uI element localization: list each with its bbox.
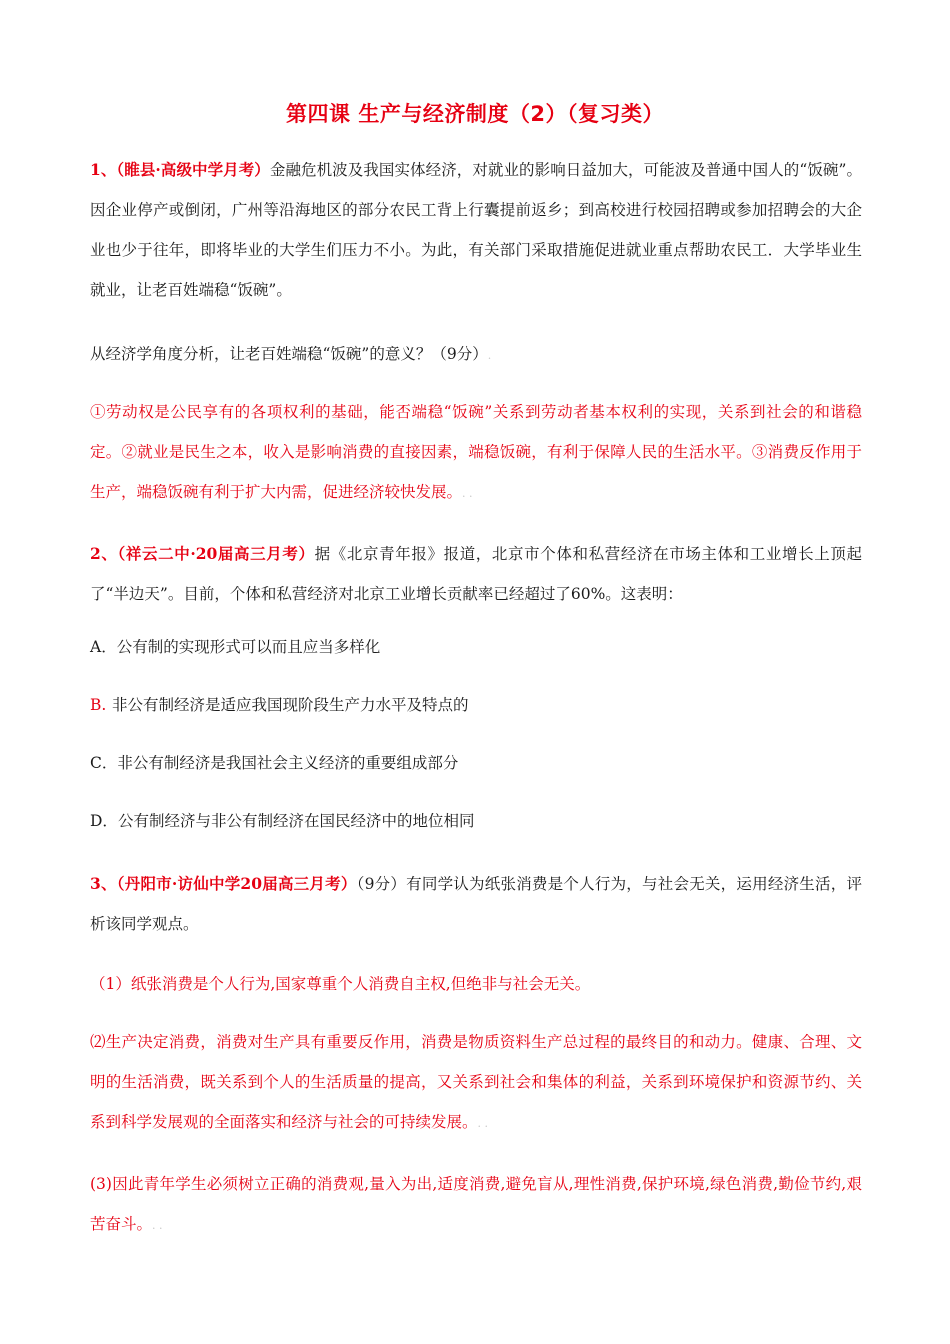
option-a-letter: A． [90, 638, 117, 656]
question-1-prompt [90, 334, 862, 376]
page-title: 第四课 生产与经济制度（2）（复习类） [286, 102, 664, 126]
question-3-answer-3-text: (3)因此青年学生必须树立正确的消费观,量入为出,适度消费,避免盲从,理性消费,保护环境,绿色消费,勤俭节约,艰苦奋斗。 [90, 1175, 862, 1233]
question-1-source: 1、（睢县·高级中学月考） [90, 160, 270, 179]
question-3-answer-1-text: （1）纸张消费是个人行为,国家尊重个人消费自主权,但绝非与社会无关。 [90, 975, 591, 993]
question-3-answer-2-text: ⑵生产决定消费，消费对生产具有重要反作用，消费是物质资料生产总过程的最终目的和动力。健康、合理、文明的生活消费，既关系到个人的生活质量的提高，又关系到社会和集体的利益，关系到环境保护和资源节约、关系到科学发展观的全面落实和经济与社会的可持续发展。 [90, 1033, 862, 1131]
option-d-text: 公有制经济与非公有制经济在国民经济中的地位相同 [117, 812, 475, 830]
option-d-letter: D． [90, 812, 118, 830]
question-3-answer-3 [90, 1164, 862, 1246]
question-3-source: 3、（丹阳市·访仙中学20届高三月考） [90, 874, 357, 893]
option-b-letter: B. [90, 696, 107, 714]
paragraph-mark: . . [462, 487, 473, 500]
question-1 [90, 150, 862, 310]
question-1-question: 从经济学角度分析，让老百姓端稳“饭碗”的意义？（9分） [90, 345, 488, 363]
question-3-answer-2 [90, 1022, 862, 1144]
paragraph-mark: . . [152, 1219, 163, 1232]
question-2-stem: 据《北京青年报》报道，北京市个体和私营经济在市场主体和工业增长上顶起了“半边天”。目前，个体和私营经济对北京工业增长贡献率已经超过了60%。这表明： [90, 545, 862, 603]
paragraph-mark: . . [477, 1117, 489, 1130]
option-d [90, 801, 862, 841]
option-c-text: 非公有制经济是我国社会主义经济的重要组成部分 [117, 754, 459, 772]
option-b-text: 非公有制经济是适应我国现阶段生产力水平及特点的 [112, 696, 469, 714]
paragraph-mark: . [487, 349, 492, 362]
question-2 [90, 534, 862, 614]
question-2-source: 2、（祥云二中·20届高三月考） [90, 544, 315, 563]
option-c-letter: C． [90, 754, 118, 772]
question-1-answer-text: ①劳动权是公民享有的各项权利的基础，能否端稳“饭碗”关系到劳动者基本权利的实现，关系到社会的和谐稳定。②就业是民生之本，收入是影响消费的直接因素，端稳饭碗，有利于保障人民的生活水平。③消费反作用于生产，端稳饭碗有利于扩大内需，促进经济较快发展。 [90, 403, 862, 501]
option-b [90, 685, 862, 725]
question-3-answer-1 [90, 964, 862, 1004]
option-c [90, 743, 862, 783]
question-1-stem: 金融危机波及我国实体经济，对就业的影响日益加大，可能波及普通中国人的“饭碗”。因企业停产或倒闭，广州等沿海地区的部分农民工背上行囊提前返乡；到高校进行校园招聘或参加招聘会的大企业也少于往年，即将毕业的大学生们压力不小。为此，有关部门采取措施促进就业重点帮助农民工．大学毕业生就业，让老百姓端稳“饭碗”。 [90, 161, 863, 299]
option-a [90, 627, 862, 667]
question-1-answer [90, 392, 862, 514]
option-a-text: 公有制的实现形式可以而且应当多样化 [116, 638, 381, 656]
question-3-stem: （9分）有同学认为纸张消费是个人行为，与社会无关，运用经济生活，评析该同学观点。 [90, 875, 862, 933]
question-3 [90, 864, 862, 944]
